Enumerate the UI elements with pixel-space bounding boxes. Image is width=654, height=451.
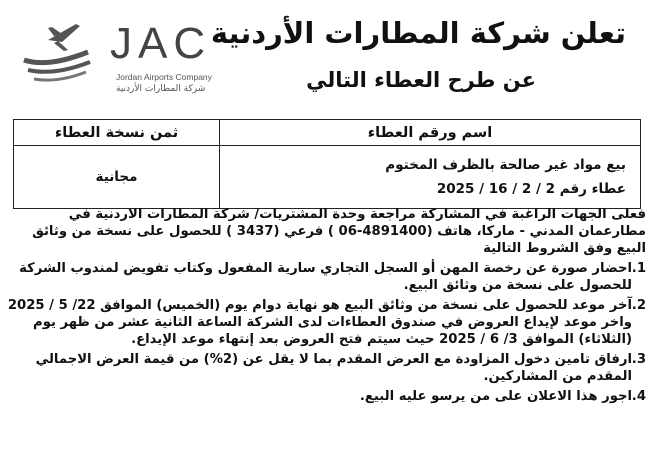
condition-text: آخر موعد للحصول على نسخة من وثائق البيع هو نهاية دوام يوم (الخميس) الموافق 22/ 5 / 2025 واخر موعد لإيداع العروض في صندوق العطاءات لدى الشركة الساعة الثانية عشر من ظهر يوم (الثلاثاء) الموافق 3/ 6 / 2025 حيث سيتم فتح العروض بعد إنتهاء موعد الإيداع. bbox=[7, 298, 632, 347]
header-bid-price: ثمن نسخة العطاء bbox=[14, 120, 220, 146]
airplane-swoosh-icon bbox=[18, 10, 98, 90]
company-logo bbox=[18, 10, 218, 100]
announcement-title: تعلن شركة المطارات الأردنية bbox=[210, 16, 626, 50]
table-row bbox=[14, 146, 641, 209]
intro-paragraph: فعلى الجهات الراغبة في المشاركة مراجعة وحدة المشتريات/ شركة المطارات الاردنية في مطارعمان المدني - ماركا، هاتف (4891400-06 ) فرعي (3437 ) للحصول على نسخة من وثائق البيع وفق الشروط التالية bbox=[32, 207, 646, 256]
logo-arabic-name: شركة المطارات الأردنية bbox=[116, 84, 206, 94]
condition-text: احضار صورة عن رخصة المهن أو السجل التجاري سارية المفعول وكتاب تفويض لمندوب الشركة للحصول على نسخة من وثائق البيع. bbox=[19, 261, 632, 293]
bids-table bbox=[13, 119, 641, 209]
logo-mark: JAC bbox=[110, 19, 212, 68]
condition-number: 3. bbox=[631, 352, 646, 367]
announcement-body bbox=[6, 206, 646, 405]
condition-text: اجور هذا الاعلان على من يرسو عليه البيع. bbox=[359, 389, 632, 404]
table-header-row bbox=[14, 120, 641, 146]
bid-number: عطاء رقم 2 / 2 / 16 / 2025 bbox=[436, 181, 626, 197]
condition-item bbox=[6, 260, 646, 294]
condition-item bbox=[6, 351, 646, 385]
header-bid-name: اسم ورقم العطاء bbox=[220, 120, 641, 146]
condition-number: 1. bbox=[631, 261, 646, 276]
logo-english-name: Jordan Airports Company bbox=[116, 72, 212, 82]
condition-item bbox=[6, 297, 646, 348]
bid-name-cell bbox=[220, 146, 641, 209]
bid-description: بيع مواد غير صالحة بالظرف المختوم bbox=[385, 157, 626, 173]
condition-number: 4. bbox=[631, 389, 646, 404]
bid-price-cell: مجانية bbox=[14, 146, 220, 209]
condition-text: ارفاق تامين دخول المزاودة مع العرض المقدم بما لا يقل عن (2%) من قيمة العرض الاجمالي المقدم من المشاركين. bbox=[35, 352, 632, 384]
condition-item bbox=[6, 388, 646, 405]
condition-number: 2. bbox=[631, 298, 646, 313]
announcement-subtitle: عن طرح العطاء التالي bbox=[306, 68, 536, 92]
header bbox=[0, 0, 654, 112]
